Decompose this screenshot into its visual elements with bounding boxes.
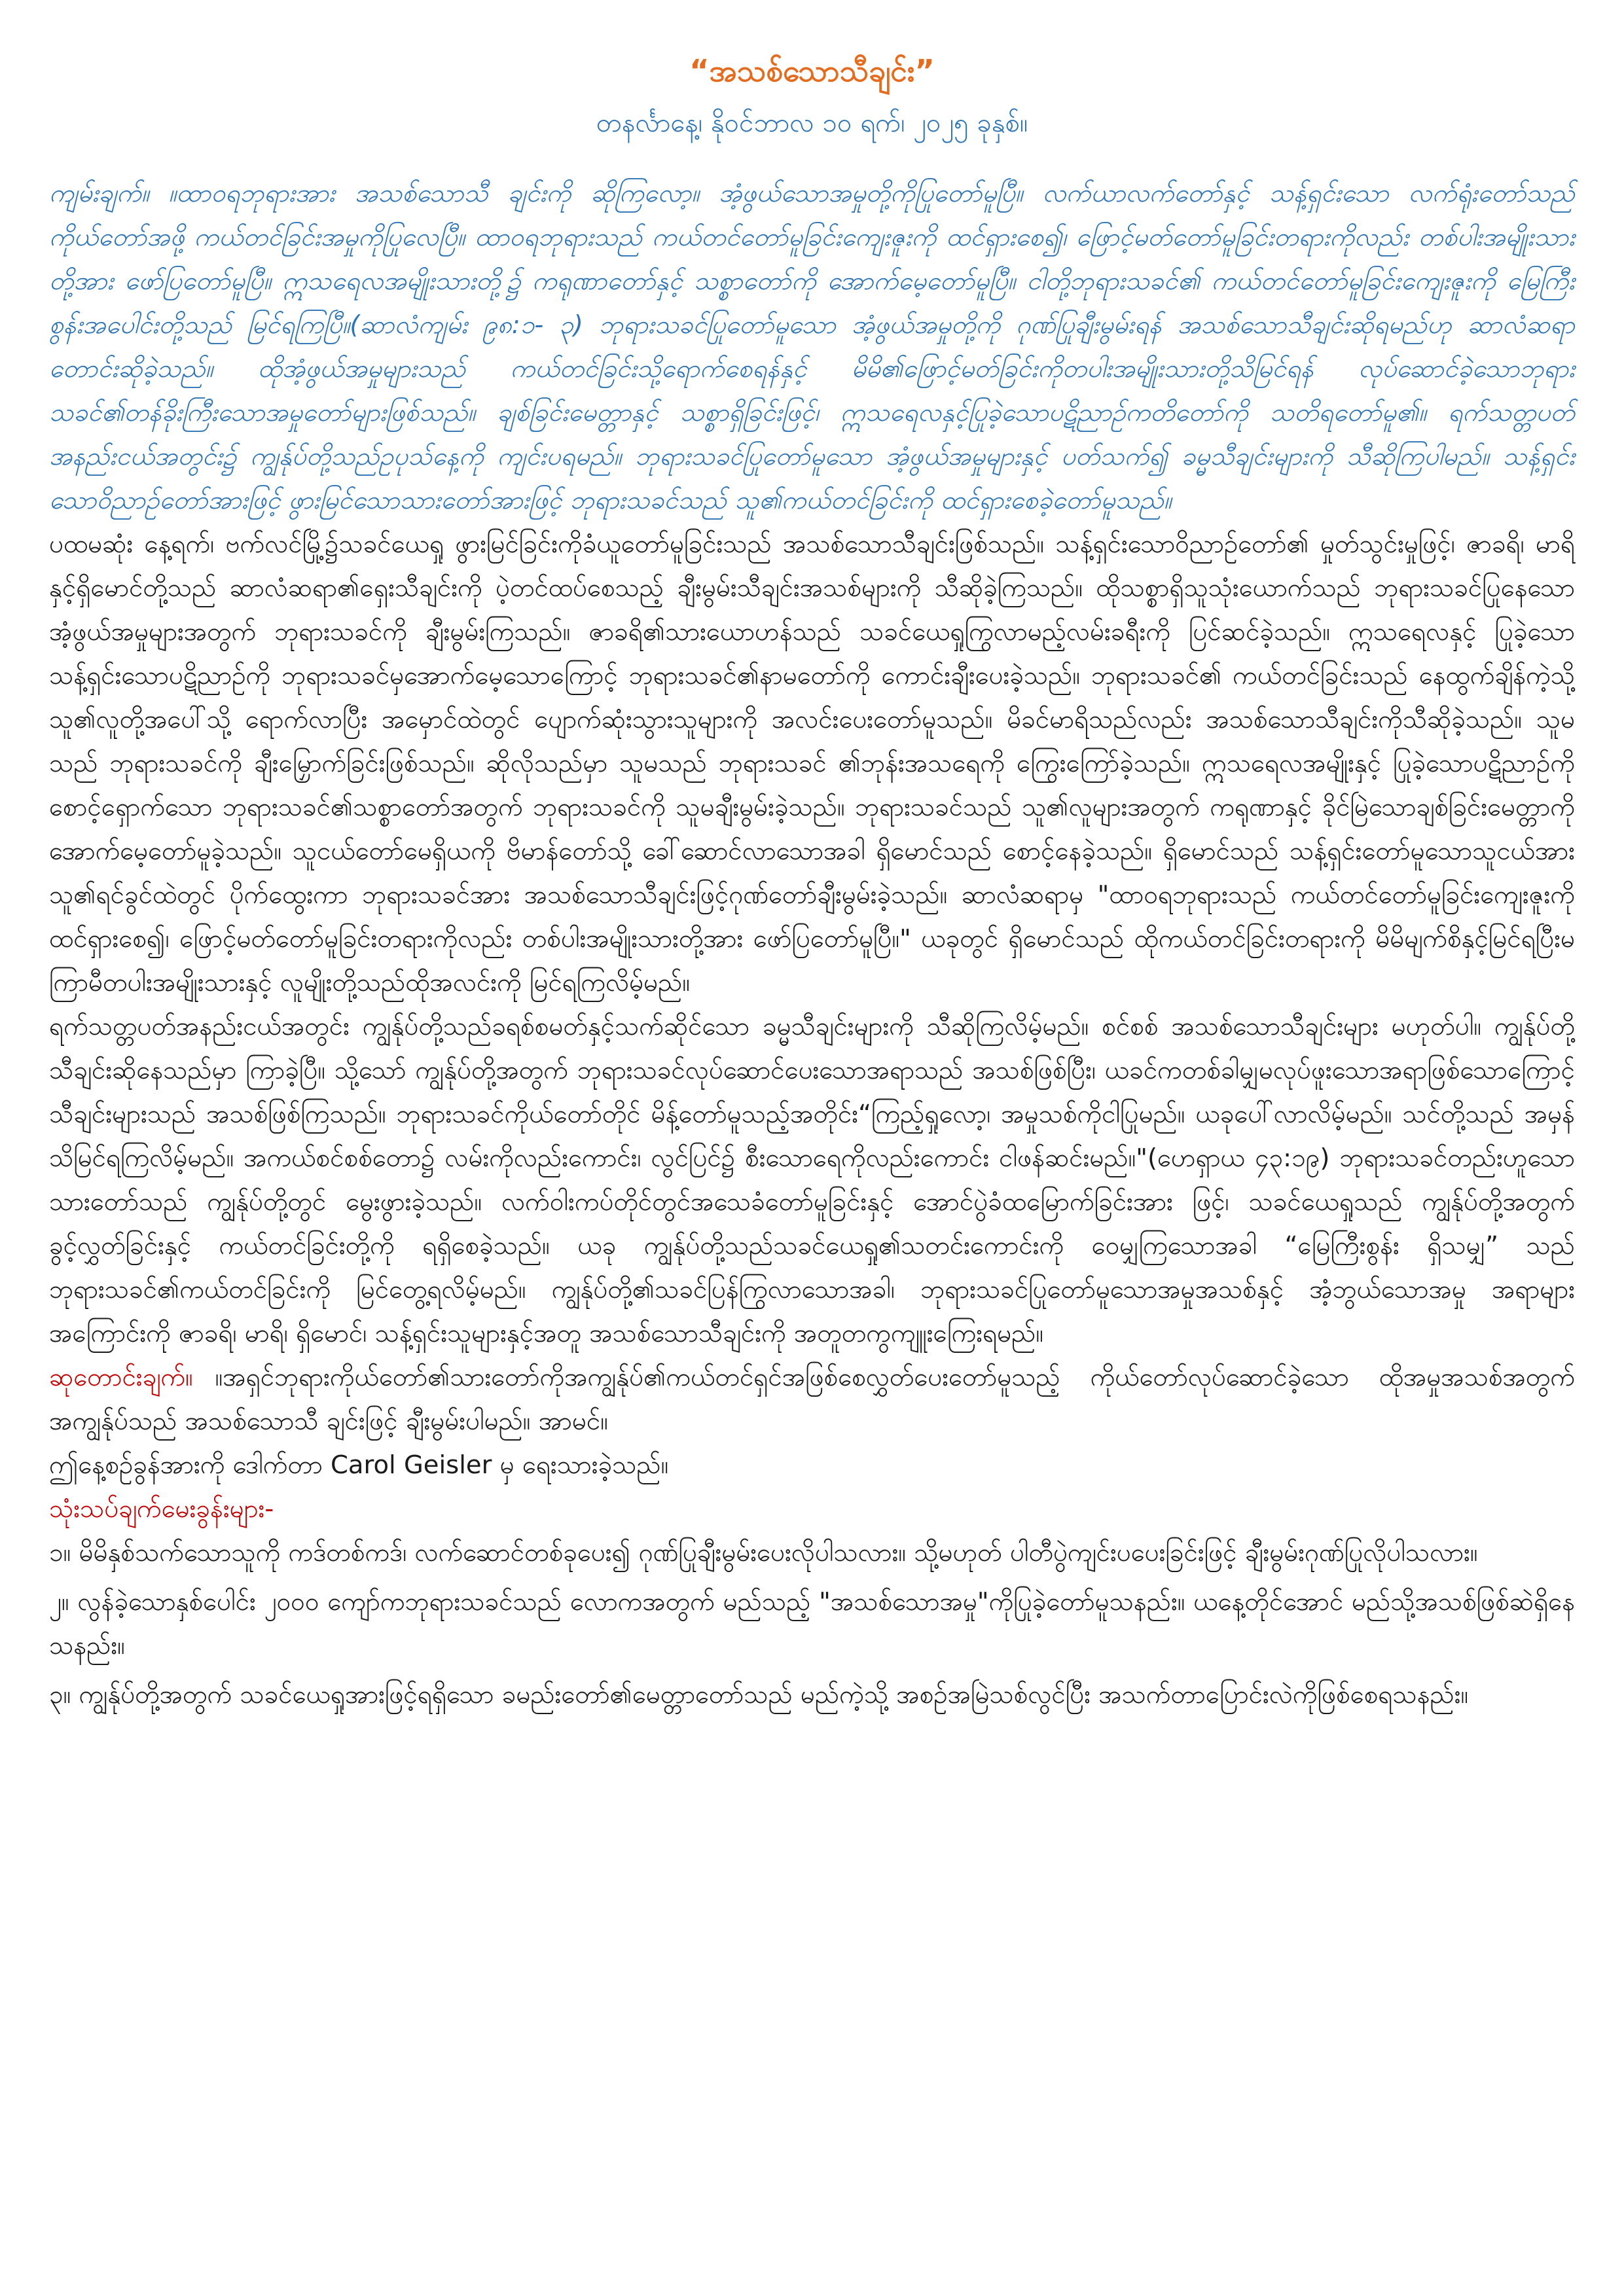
- body-paragraph: ရက်သတ္တပတ်အနည်းငယ်အတွင်း ကျွန်ုပ်တို့သည်ခရစ်စမတ်နှင့်သက်ဆိုင်သော ခမ္မသီချင်းများကို သီဆိုကြလိမ့်မည်။ စင်စစ် အသစ်သောသီချင်းများ မဟုတ်ပါ။ ကျွန်ုပ်တို့သီချင်းဆိုနေသည်မှာ ကြာခဲ့ပြီ။ သို့သော် ကျွန်ုပ်တို့အတွက် ဘုရားသခင်လုပ်ဆောင်ပေးသောအရာသည် အသစ်ဖြစ်ပြီး၊ ယခင်ကတစ်ခါမျှမလုပ်ဖူးသောအရာဖြစ်သောကြောင့် သီချင်းများသည် အသစ်ဖြစ်ကြသည်။ ဘုရားသခင်ကိုယ်တော်တိုင် မိန့်တော်မူသည့်အတိုင်း“ကြည့်ရှုလော့၊ အမှုသစ်ကိုငါပြုမည်။ ယခုပေါ်လာလိမ့်မည်။ သင်တို့သည် အမှန်သိမြင်ရကြလိမ့်မည်။ အကယ်စင်စစ်တော၌ လမ်းကိုလည်းကောင်း၊ လွင်ပြင်၌ စီးသောရေကိုလည်းကောင်း ငါဖန်ဆင်းမည်။"(ဟေရှာယ ၄၃:၁၉) ဘုရားသခင်တည်းဟူသောသားတော်သည် ကျွန်ုပ်တို့တွင် မွေးဖွားခဲ့သည်။ လက်ဝါးကပ်တိုင်တွင်အသေခံတော်မူခြင်းနှင့် အောင်ပွဲခံထမြောက်ခြင်းအား ဖြင့်၊ သခင်ယေရှုသည် ကျွန်ုပ်တို့အတွက် ခွင့်လွှတ်ခြင်းနှင့် ကယ်တင်ခြင်းတို့ကို ရရှိစေခဲ့သည်။ ယခု ကျွန်ုပ်တို့သည်သခင်ယေရှု၏သတင်းကောင်းကို ဝေမျှကြသောအခါ “မြေကြီးစွန်း ရှိသမျှ” သည် ဘုရားသခင်၏ကယ်တင်ခြင်းကို မြင်တွေ့ရလိမ့်မည်။ ကျွန်ုပ်တို့၏သခင်ပြန်ကြွလာသောအခါ၊ ဘုရားသခင်ပြုတော်မူသောအမှုအသစ်နှင့် အံ့ဘွယ်သောအမှု အရာများအကြောင်းကို ဇာခရိ၊ မာရိ၊ ရှိမောင်၊ သန့်ရှင်းသူများနှင့်အတူ အသစ်သောသီချင်းကို အတူတကွကျူးကြေးရမည်။: [49, 1012, 1575, 1348]
- author-credit: ဤနေ့စဉ်ခွန်အားကို ဒေါက်တာ Carol Geisler မှ ရေးသားခဲ့သည်။: [49, 1450, 669, 1480]
- question-item: ၂။ လွန်ခဲ့သောနှစ်ပေါင်း ၂၀၀၀ ကျော်ကဘုရားသခင်သည် လောကအတွက် မည်သည့် "အသစ်သောအမှု"ကိုပြုခဲ့တော်မူသနည်း။ ယနေ့တိုင်အောင် မည်သို့အသစ်ဖြစ်ဆဲရှိနေသနည်း။: [49, 1587, 1575, 1660]
- question-item: ၁။ မိမိနှစ်သက်သောသူကို ကဒ်တစ်ကဒ်၊ လက်ဆောင်တစ်ခုပေး၍ ဂုဏ်ပြုချီးမွမ်းပေးလိုပါသလား။ သို့မဟုတ် ပါတီပွဲကျင်းပပေးခြင်းဖြင့် ချီးမွမ်းဂုဏ်ပြုလိုပါသလား။: [49, 1538, 1478, 1568]
- page-title: “အသစ်သောသီချင်း”: [689, 53, 935, 88]
- scripture-passage: ကျမ်းချက်။ ။ထာဝရဘုရားအား အသစ်သောသီ ချင်းကို ဆိုကြလော့။ အံ့ဖွယ်သောအမှုတို့ကိုပြုတော်မူပြီ။ လက်ယာလက်တော်နှင့် သန့်ရှင်းသော လက်ရုံးတော်သည် ကိုယ်တော်အဖို့ ကယ်တင်ခြင်းအမှုကိုပြုလေပြီ။ ထာဝရဘုရားသည် ကယ်တင်တော်မူခြင်းကျေးဇူးကို ထင်ရှားစေ၍၊ ဖြောင့်မတ်တော်မူခြင်းတရားကိုလည်း တစ်ပါးအမျိုးသားတို့အား ဖော်ပြတော်မူပြီ။ ဣသရေလအမျိုးသားတို့၌ ကရုဏာတော်နှင့် သစ္စာတော်ကို အောက်မေ့တော်မူပြီ။ ငါတို့ဘုရားသခင်၏ ကယ်တင်တော်မူခြင်းကျေးဇူးကို မြေကြီးစွန်းအပေါင်းတို့သည် မြင်ရကြပြီ။(ဆာလံကျမ်း ၉၈:၁- ၃) ဘုရားသခင်ပြုတော်မူသော အံ့ဖွယ်အမှုတို့ကို ဂုဏ်ပြုချီးမွမ်းရန် အသစ်သောသီချင်းဆိုရမည်ဟု ဆာလံဆရာတောင်းဆိုခဲ့သည်။ ထိုအံ့ဖွယ်အမှုများသည် ကယ်တင်ခြင်းသို့ရောက်စေရန်နှင့် မိမိ၏ဖြောင့်မတ်ခြင်းကိုတပါးအမျိုးသားတို့သိမြင်ရန် လုပ်ဆောင်ခဲ့သောဘုရား သခင်၏တန်ခိုးကြီးသောအမှုတော်များဖြစ်သည်။ ချစ်ခြင်းမေတ္တာနှင့် သစ္စာရှိခြင်းဖြင့်၊ ဣသရေလနှင့်ပြုခဲ့သောပဋိညာဉ်ကတိတော်ကို သတိရတော်မူ၏။ ရက်သတ္တပတ်အနည်းငယ်အတွင်း၌ ကျွန်ုပ်တို့သည်ဥပုသ်နေ့ကို ကျင်းပရမည်။ ဘုရားသခင်ပြုတော်မူသော အံ့ဖွယ်အမှုများနှင့် ပတ်သက်၍ ခမ္မသီချင်းများကို သီဆိုကြပါမည်။ သန့်ရှင်းသောဝိညာဉ်တော်အားဖြင့် ဖွားမြင်သောသားတော်အားဖြင့် ဘုရားသခင်သည် သူ၏ကယ်တင်ခြင်းကို ထင်ရှားစေခဲ့တော်မူသည်။: [49, 179, 1575, 515]
- date-line: တနင်္လာနေ့၊ နိုဝင်ဘာလ ၁၀ ရက်၊ ၂၀၂၅ ခုနှစ်။: [596, 108, 1028, 138]
- question-item: ၃။ ကျွန်ုပ်တို့အတွက် သခင်ယေရှုအားဖြင့်ရရှိသော ခမည်းတော်၏မေတ္တာတော်သည် မည်ကဲ့သို့ အစဥ်အမြဲသစ်လွင်ပြီး အသက်တာပြောင်းလဲကိုဖြစ်စေရသနည်း။: [49, 1680, 1469, 1710]
- questions-heading: သုံးသပ်ချက်မေးခွန်းများ-: [49, 1494, 274, 1524]
- body-paragraph: ပထမဆုံး နေ့ရက်၊ ဗက်လင်မြို့၌သခင်ယေရှု ဖွားမြင်ခြင်းကိုခံယူတော်မူခြင်းသည် အသစ်သောသီချင်းဖြစ်သည်။ သန့်ရှင်းသောဝိညာဉ်တော်၏ မှုတ်သွင်းမှုဖြင့်၊ ဇာခရိ၊ မာရိနှင့်ရှိမောင်တို့သည် ဆာလံဆရာ၏ရှေးသီချင်းကို ပဲ့တင်ထပ်စေသည့် ချီးမွမ်းသီချင်းအသစ်များကို သီဆိုခဲ့ကြသည်။ ထိုသစ္စာရှိသူသုံးယောက်သည် ဘုရားသခင်ပြုနေသောအံ့ဖွယ်အမှုများအတွက် ဘုရားသခင်ကို ချီးမွမ်းကြသည်။ ဇာခရိ၏သားယောဟန်သည် သခင်ယေရှုကြွလာမည့်လမ်းခရီးကို ပြင်ဆင်ခဲ့သည်။ ဣသရေလနှင့် ပြုခဲ့သောသန့်ရှင်းသောပဋိညာဉ်ကို ဘုရားသခင်မှအောက်မေ့သောကြောင့် ဘုရားသခင်၏နာမတော်ကို ကောင်းချီးပေးခဲ့သည်။ ဘုရားသခင်၏ ကယ်တင်ခြင်းသည် နေထွက်ချိန်ကဲ့သို့ သူ၏လူတို့အပေါ်သို့ ရောက်လာပြီး အမှောင်ထဲတွင် ပျောက်ဆုံးသွားသူများကို အလင်းပေးတော်မူသည်။ မိခင်မာရိသည်လည်း အသစ်သောသီချင်းကိုသီဆိုခဲ့သည်။ သူမသည် ဘုရားသခင်ကို ချီးမြှောက်ခြင်းဖြစ်သည်။ ဆိုလိုသည်မှာ သူမသည် ဘုရားသခင် ၏ဘုန်းအသရေကို ကြွေးကြော်ခဲ့သည်။ ဣသရေလအမျိုးနှင့် ပြုခဲ့သောပဋိညာဉ်ကို စောင့်ရှောက်သော ဘုရားသခင်၏သစ္စာတော်အတွက် ဘုရားသခင်ကို သူမချီးမွမ်းခဲ့သည်။ ဘုရားသခင်သည် သူ၏လူများအတွက် ကရုဏာနှင့် ခိုင်မြဲသောချစ်ခြင်းမေတ္တာကိုအောက်မေ့တော်မူခဲ့သည်။ သူငယ်တော်မေရှိယကို ဗိမာန်တော်သို့ ခေါ်ဆောင်လာသောအခါ ရှိမောင်သည် စောင့်နေခဲ့သည်။ ရှိမောင်သည် သန့်ရှင်းတော်မူသောသူငယ်အား သူ၏ရင်ခွင်ထဲတွင် ပိုက်ထွေးကာ ဘုရားသခင်အား အသစ်သောသီချင်းဖြင့်ဂုဏ်တော်ချီးမွမ်းခဲ့သည်။ ဆာလံဆရာမှ "ထာဝရဘုရားသည် ကယ်တင်တော်မူခြင်းကျေးဇူးကို ထင်ရှားစေ၍၊ ဖြောင့်မတ်တော်မူခြင်းတရားကိုလည်း တစ်ပါးအမျိုးသားတို့အား ဖော်ပြတော်မူပြီ။" ယခုတွင် ရှိမောင်သည် ထိုကယ်တင်ခြင်းတရားကို မိမိမျက်စိနှင့်မြင်ရပြီးမကြာမီတပါးအမျိုးသားနှင့် လူမျိုးတို့သည်ထိုအလင်းကို မြင်ရကြလိမ့်မည်။: [49, 529, 1575, 997]
- prayer-text: ။အရှင်ဘုရားကိုယ်တော်၏သားတော်ကိုအကျွန်ုပ်၏ကယ်တင်ရှင်အဖြစ်စေလွှတ်ပေးတော်မူသည့် ကိုယ်တော်လုပ်ဆောင်ခဲ့သော ထိုအမှုအသစ်အတွက် အကျွန်ုပ်သည် အသစ်သောသီ ချင်းဖြင့် ချီးမွမ်းပါမည်။ အာမင်။: [49, 1363, 1575, 1436]
- prayer: [49, 1355, 1575, 1443]
- prayer-label: ဆုတောင်းချက်။: [49, 1363, 193, 1392]
- questions-list: [49, 1531, 1575, 1717]
